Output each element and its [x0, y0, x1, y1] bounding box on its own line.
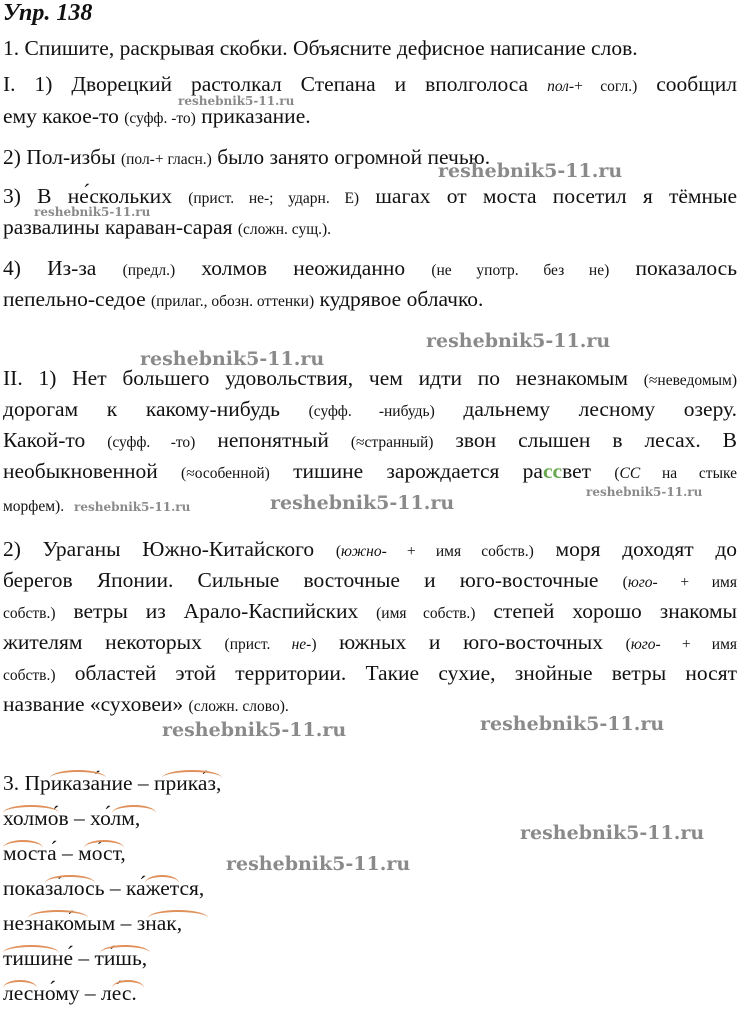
text-part: тишине зарождается ра — [293, 459, 543, 483]
annotation: (≈особенной) — [181, 465, 270, 482]
highlighted-letters: сс — [542, 459, 563, 483]
part2-line8 — [3, 599, 737, 626]
text: название «суховеи» — [3, 692, 184, 716]
part3-line6: тишине́ – ти́шь, — [3, 946, 148, 970]
part2-line2 — [3, 397, 737, 424]
part2-line3 — [3, 428, 737, 455]
text: ему какое-то — [3, 104, 119, 128]
text: пепельно-седое — [3, 287, 146, 311]
text: 4) Из-за — [3, 256, 97, 280]
part3-line3: моста́ – мо́ст, — [3, 841, 126, 865]
text: Какой-то — [3, 428, 86, 452]
part3-line1: 3. Приказа́ние – прика́з, — [3, 771, 222, 795]
annotation: (юго- + имя — [625, 636, 738, 653]
annotation: (прист. не-; ударн. Е) — [188, 190, 360, 207]
annotation: морфем). — [3, 498, 65, 515]
annotation: собств.) — [3, 605, 56, 622]
instruction: 1. Спишите, раскрывая скобки. Объясните дефисное написание слов. — [3, 36, 638, 60]
part1-line6 — [3, 256, 737, 283]
text: 2) Пол-избы — [3, 145, 116, 169]
watermark: reshebnik5-11.ru — [162, 719, 347, 741]
part3-line7: лесно́му – ле́с. — [3, 981, 137, 1005]
watermark: reshebnik5-11.ru — [74, 500, 191, 514]
text: II. 1) Нет большего удовольствия, чем идти по незнакомым — [3, 366, 628, 390]
annotation: (предл.) — [122, 262, 176, 279]
text: непонятный — [217, 428, 329, 452]
text: показалось — [635, 256, 738, 280]
annotation: (суфф. -то) — [107, 434, 196, 451]
annotation: (прист. не-) — [224, 636, 317, 653]
annotation: (не употр. без не) — [431, 262, 610, 279]
part1-line1 — [3, 72, 737, 99]
annotation: (имя собств.) — [376, 605, 476, 622]
watermark: reshebnik5-11.ru — [140, 348, 325, 370]
annotation: (прилаг., обозн. оттенки) — [150, 293, 315, 310]
part1-line2 — [3, 104, 737, 131]
annotation: (юго- + имя — [622, 574, 737, 591]
annotation: (СС на стыке — [614, 465, 738, 482]
annotation: (сложн. сущ.). — [237, 221, 332, 238]
text: ветры из Арало-Каспийских — [73, 599, 359, 623]
text — [293, 459, 591, 483]
watermark: reshebnik5-11.ru — [586, 485, 703, 499]
part1-line7 — [3, 287, 737, 314]
text: степей хорошо знакомы — [493, 599, 737, 623]
part2-line1 — [3, 366, 737, 393]
text: необыкновенной — [3, 459, 158, 483]
watermark: reshebnik5-11.ru — [178, 94, 295, 108]
annotation: (≈неведомым) — [643, 372, 738, 389]
watermark: reshebnik5-11.ru — [480, 713, 665, 735]
text: развалины караван-сарая — [3, 215, 233, 239]
annotation: (≈странный) — [350, 434, 434, 451]
text: шагах от моста посетил я тёмные — [375, 184, 738, 208]
watermark: reshebnik5-11.ru — [34, 205, 151, 219]
text: областей этой территории. Такие сухие, знойные ветры носят — [74, 661, 738, 685]
text: дорогам к какому-нибудь — [3, 397, 280, 421]
exercise-title: Упр. 138 — [3, 0, 93, 26]
part3-line2: холмо́в – хо́лм, — [3, 806, 141, 830]
text: дальнему лесному озеру. — [463, 397, 738, 421]
text: приказание. — [201, 104, 311, 128]
text: 2) Ураганы Южно-Китайского — [3, 537, 315, 561]
watermark: reshebnik5-11.ru — [438, 160, 623, 182]
annotation: (пол-+ гласн.) — [120, 151, 212, 168]
part3-line4: показа́лось – ка́жется, — [3, 876, 205, 900]
text: было занято огромной печью. — [217, 145, 491, 169]
text: сообщил — [656, 72, 738, 96]
part2-line4 — [3, 459, 737, 486]
annotation: (южно- + имя собств.) — [335, 543, 534, 560]
watermark: reshebnik5-11.ru — [520, 822, 705, 844]
text: берегов Японии. Сильные восточные и юго-восточные — [3, 568, 599, 592]
text: кудрявое облачко. — [319, 287, 484, 311]
watermark: reshebnik5-11.ru — [426, 330, 611, 352]
watermark: reshebnik5-11.ru — [226, 853, 411, 875]
annotation: (суфф. -нибудь) — [308, 403, 435, 420]
annotation: (суфф. -то) — [124, 110, 196, 127]
text: южных и юго-восточных — [339, 630, 603, 654]
annotation: пол-+ согл.) — [547, 78, 638, 95]
text: моря доходят до — [555, 537, 738, 561]
watermark: reshebnik5-11.ru — [270, 492, 455, 514]
text: жителям некоторых — [3, 630, 202, 654]
text: холмов неожиданно — [201, 256, 406, 280]
text-part: вет — [562, 459, 592, 483]
annotation: собств.) — [3, 667, 56, 684]
part2-line6 — [3, 537, 737, 564]
text: 3) В не́скольких — [3, 184, 172, 208]
annotation: (сложн. слово). — [188, 698, 289, 715]
text: звон слышен в лесах. В — [455, 428, 738, 452]
part3-line5: незнако́мым – знак, — [3, 911, 183, 935]
part2-line7 — [3, 568, 737, 595]
part2-line9 — [3, 630, 737, 657]
part1-line5 — [3, 215, 737, 242]
text: I. 1) Дворецкий растолкал Степана и вполголоса — [3, 72, 529, 96]
part1-line3 — [3, 145, 737, 172]
part2-line10 — [3, 661, 737, 688]
